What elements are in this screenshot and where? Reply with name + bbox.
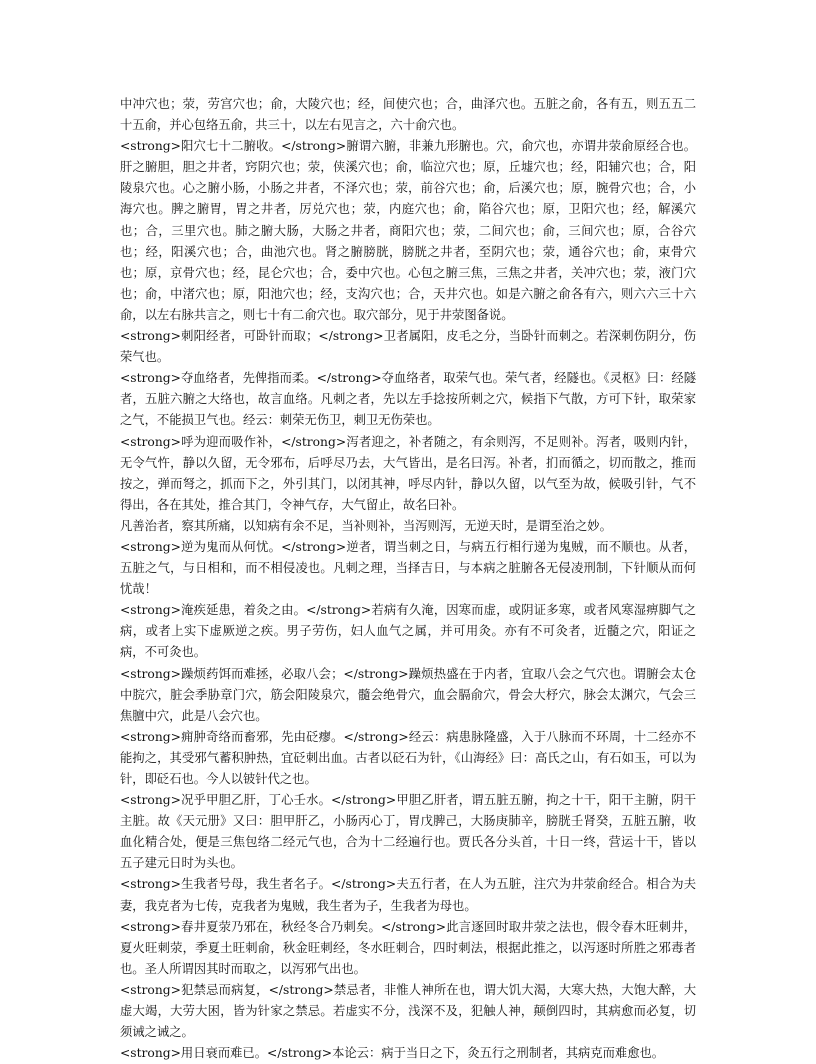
document-body <box>120 94 696 1064</box>
paragraph: <strong>用日衰而难已。</strong>本论云：病于当日之下，灸五行之刑制者，其病克而难愈也。 <box>120 1046 665 1061</box>
paragraph: <strong>犯禁忌而病复，</strong>禁忌者，非惟人神所在也，谓大饥大渴，大寒大热，大饱大醉，大虚大竭，大劳大困，皆为针家之禁忌。若虚实不分，浅深不及，犯触人神，颠倒四时，其病愈而必复，切须诫之诫之。 <box>120 982 696 1040</box>
paragraph: <strong>呼为迎而吸作补，</strong>泻者迎之，补者随之，有余则泻，不足则补。泻者，吸则内针，无令气忤，静以久留，无令邪布，后呼尽乃去，大气皆出，是名曰泻。补者，扪而循之，切而散之，推而按之，弹而弩之，抓而下之，外引其门，以闭其神，呼尽内针，静以久留，以气至为故，候吸引针，气不得出，各在其处，推合其门，令神气存，大气留止，故名曰补。 <box>120 434 696 512</box>
paragraph: <strong>况乎甲胆乙肝，丁心壬水。</strong>甲胆乙肝者，谓五脏五腑，拘之十干，阳干主腑，阴干主脏。故《天元册》又曰：胆甲肝乙，小肠丙心丁，胃戊脾己，大肠庚肺辛，膀胱壬肾癸，五脏五腑，收血化精合处，便是三焦包络二经元气也，合为十二经遍行也。贾氏各分头首，十日一终，营运十干，皆以五子建元日时为头也。 <box>120 793 696 871</box>
paragraph: <strong>春井夏荥乃邪在，秋经冬合乃刺矣。</strong>此言逐回时取井荥之法也，假令春木旺刺井，夏火旺刺荥，季夏土旺刺俞，秋金旺刺经，冬水旺刺合，四时刺法，根据此推之，以泻逐时所胜之邪毒者也。圣人所谓因其时而取之，以泻邪气出也。 <box>120 919 696 976</box>
paragraph: 中冲穴也；荥，劳宫穴也；俞，大陵穴也；经，间使穴也；合，曲泽穴也。五脏之俞，各有五，则五五二十五俞，并心包络五俞，共三十，以左右见言之，六十俞穴也。 <box>120 97 696 133</box>
paragraph: <strong>痈肿奇络而畜邪，先由砭瘳。</strong>经云：病患脉隆盛，入于八脉而不环周，十二经亦不能拘之，其受邪气蓄积肿热，宜砭刺出血。古者以砭石为针，《山海经》曰：高氏之山，有石如玉，可以为针，即砭石也。今人以铍针代之也。 <box>120 729 696 786</box>
paragraph: <strong>躁烦药饵而难拯，必取八会；</strong>躁烦热盛在于内者，宜取八会之气穴也。谓腑会太仓中脘穴，脏会季胁章门穴，筋会阳陵泉穴，髓会绝骨穴，血会膈俞穴，骨会大杼穴，脉会太渊穴，气会三焦膻中穴，此是八会穴也。 <box>120 666 696 723</box>
paragraph: <strong>刺阳经者，可卧针而取；</strong>卫者属阳，皮毛之分，当卧针而刺之。若深刺伤阴分，伤荣气也。 <box>120 329 696 365</box>
paragraph: 凡善治者，察其所痛，以知病有余不足，当补则补，当泻则泻，无逆天时，是谓至治之妙。 <box>120 518 612 533</box>
paragraph: <strong>夺血络者，先俾指而柔。</strong>夺血络者，取荣气也。荣气者，经隧也。《灵枢》曰：经隧者，五脏六腑之大络也，故言血络。凡刺之者，先以左手捻按所刺之穴，候指下气散，方可下针，取荣家之气，不能损卫气也。经云：刺荣无伤卫，刺卫无伤荣也。 <box>120 371 696 428</box>
paragraph: <strong>阳穴七十二腑收。</strong>腑谓六腑，非兼九形腑也。穴，俞穴也，亦谓井荥俞原经合也。肝之腑胆，胆之井者，窍阴穴也；荥，侠溪穴也；俞，临泣穴也；原，丘墟穴也；经，阳辅穴也；合，阳陵泉穴也。心之腑小肠，小肠之井者，不泽穴也；荥，前谷穴也；俞，后溪穴也；原，腕骨穴也；合，小海穴也。脾之腑胃，胃之井者，厉兑穴也；荥，内庭穴也；俞，陷谷穴也；原，卫阳穴也；经，解溪穴也；合，三里穴也。肺之腑大肠，大肠之井者，商阳穴也；荥，二间穴也；俞，三间穴也；原，合谷穴也；经，阳溪穴也；合，曲池穴也。肾之腑膀胱，膀胱之井者，至阴穴也；荥，通谷穴也；俞，束骨穴也；原，京骨穴也；经，昆仑穴也；合，委中穴也。心包之腑三焦，三焦之井者，关冲穴也；荥，液门穴也；俞，中渚穴也；原，阳池穴也；经，支沟穴也；合，天井穴也。如是六腑之俞各有六，则六六三十六俞，以左右脉共言之，则七十有二俞穴也。取穴部分，见于井荥图备说。 <box>120 139 696 322</box>
paragraph: <strong>淹疾延患，着灸之由。</strong>若病有久淹，因寒而虚，或阴证多寒，或者风寒湿痹脚气之病，或者上实下虚厥逆之疾。男子劳伤，妇人血气之属，并可用灸。亦有不可灸者，近髓之穴，阳证之病，不可灸也。 <box>120 603 696 660</box>
paragraph: <strong>生我者号母，我生者名子。</strong>夫五行者，在人为五脏，注穴为井荥俞经合。相合为夫妻，我克者为七传，克我者为鬼贼，我生者为子，生我者为母也。 <box>120 877 696 913</box>
paragraph: <strong>逆为鬼而从何忧。</strong>逆者，谓当刺之日，与病五行相行递为鬼贼，而不顺也。从者，五脏之气，与日相和，而不相侵凌也。凡刺之理，当择吉日，与本病之脏腑各无侵凌刑制，下针顺从而何忧哉！ <box>120 539 696 597</box>
